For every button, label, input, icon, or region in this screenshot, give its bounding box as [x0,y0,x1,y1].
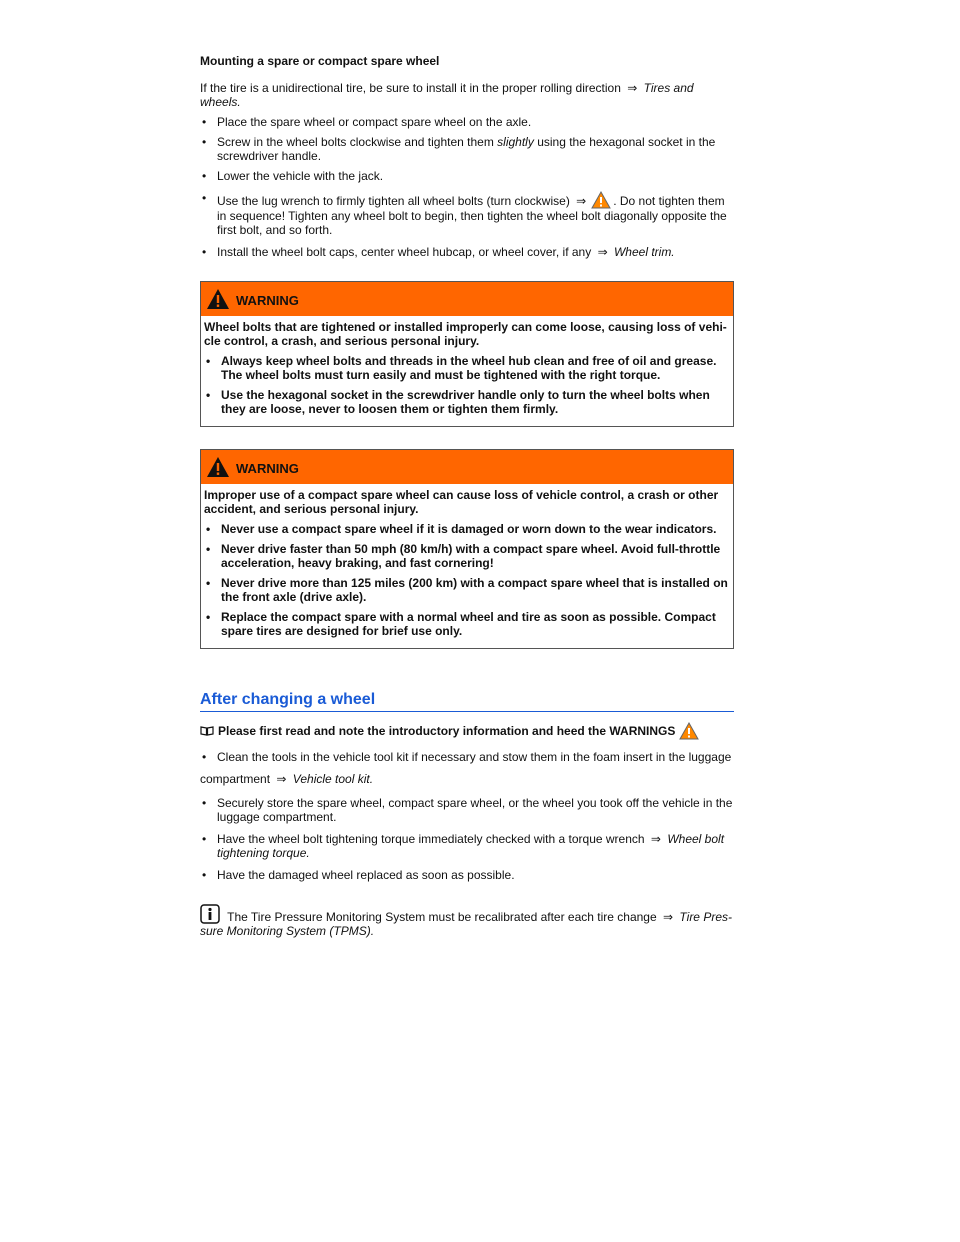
warning-box [200,281,734,427]
link-tpms[interactable]: Tire Pres-sure Monitoring System (TPMS). [200,910,732,938]
link-wheel-trim[interactable]: Wheel trim. [613,245,675,259]
warning-body: Improper use of a compact spare wheel can cause loss of vehicle control, a crash or other accident, and serious personal injury. • Never use a compact spare wheel if it is damaged or worn down to the wear indicators. • Never drive faster than 50 mph (80 km/h) with a compact spare wheel. Avoid full-throttle acceleration, heavy braking, and fast cornering! • Never drive more than 125 miles (200 km) with a compact spare wheel that is installed on the front axle (drive axle). • Replace the compact spare with a normal wheel and tire as soon as possible. Compact spare tires are designed for brief use only. [201,484,733,648]
warning-header: WARNING [201,282,733,316]
list-item: • Lower the vehicle with the jack. [202,169,384,183]
list-item: • Install the wheel bolt caps, center wheel hubcap, or wheel cover, if any ⇒ Wheel trim. [202,245,675,259]
page-content [200,54,734,938]
list-item: • Use the lug wrench to firmly tighten all wheel bolts (turn clockwise) ⇒ . Do not tighten them in sequence! Tighten any wheel bolt to begin, then tighten the wheel bolt diagonally opposite the first bolt, and so forth. [202,191,727,237]
list-item: • Screw in the wheel bolts clockwise and tighten them slightly using the hexagonal socket in the screwdriver handle. [202,135,716,163]
list-item: • Never drive more than 125 miles (200 km) with a compact spare wheel that is installed on the front axle (drive axle). [206,576,728,604]
list-item: • Place the spare wheel or compact spare wheel on the axle. [202,115,532,129]
warning-icon[interactable] [679,722,699,740]
warning-icon[interactable] [591,191,611,209]
list-item: • Use the hexagonal socket in the screwdriver handle only to turn the wheel bolts when they are loose, never to loosen them or tighten them firmly. [206,388,710,416]
list-item: • Never drive faster than 50 mph (80 km/h) with a compact spare wheel. Avoid full-throttle acceleration, heavy braking, and fast cornering! [206,542,721,570]
info-icon [200,904,220,924]
list-item: • Have the wheel bolt tightening torque immediately checked with a torque wrench ⇒ Wheel bolt tightening torque. [202,832,725,860]
list-item: • Always keep wheel bolts and threads in the wheel hub clean and free of oil and grease. The wheel bolts must turn easily and must be tightened with the right torque. [206,354,717,382]
list-item: • Have the damaged wheel replaced as soon as possible. [202,868,515,882]
list-item-continuation: compartment ⇒ Vehicle tool kit. [200,772,374,786]
link-tires-and-wheels[interactable]: Tires and wheels. [200,81,694,109]
spare-intro: If the tire is a unidirectional tire, be sure to install it in the proper rolling direction ⇒ Tires and wheels. [200,81,694,109]
warning-header: WARNING [201,450,733,484]
warning-box [200,449,734,649]
list-item: • Never use a compact spare wheel if it is damaged or worn down to the wear indicators. [206,522,717,536]
list-item: • Replace the compact spare with a normal wheel and tire as soon as possible. Compact spare tires are designed for brief use only. [206,610,716,638]
link-wheel-bolt-tightening-torque[interactable]: Wheel bolt tightening torque. [217,832,725,860]
book-icon [200,726,214,736]
section-heading-spare: Mounting a spare or compact spare wheel [200,54,440,68]
list-item: • Clean the tools in the vehicle tool kit if necessary and stow them in the foam insert in the luggage [202,750,732,764]
link-vehicle-tool-kit[interactable]: Vehicle tool kit. [292,772,374,786]
warning-icon [206,288,230,310]
section-title-after-changing: After changing a wheel [200,691,734,712]
warning-body: Wheel bolts that are tightened or installed improperly can come loose, causing loss of vehi-cle control, a crash, and serious personal injury. • Always keep wheel bolts and threads in the wheel hub clean and free of oil and grease. The wheel bolts must turn easily and must be tightened with the right torque. • Use the hexagonal socket in the screwdriver handle only to turn the wheel bolts when they are loose, never to loosen them or tighten them firmly. [201,316,733,426]
intro-note: Please first read and note the introductory information and heed the WARNINGS [200,722,734,740]
info-note: The Tire Pressure Monitoring System must be recalibrated after each tire change ⇒ Tire Pres-sure Monitoring System (TPMS). [200,904,734,938]
warning-icon [206,456,230,478]
list-item: • Securely store the spare wheel, compact spare wheel, or the wheel you took off the vehicle in the luggage compartment. [202,796,733,824]
